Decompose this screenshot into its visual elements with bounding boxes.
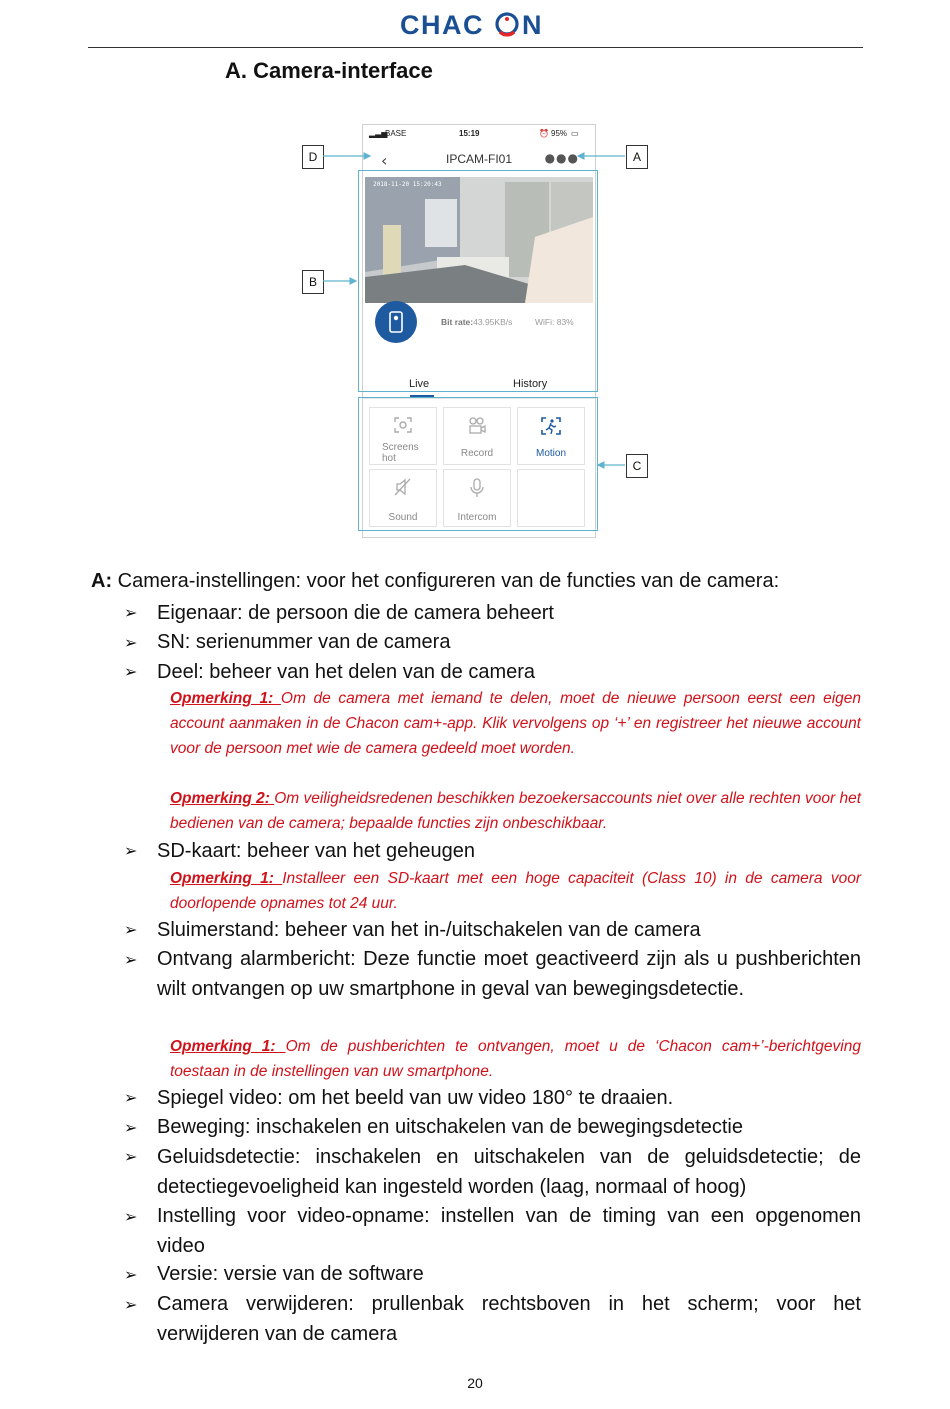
carrier-label: BASE [385, 129, 407, 138]
note-share-1 [170, 686, 861, 761]
callout-b: B [302, 270, 324, 294]
video-timestamp: 2018-11-20 15:20:43 [373, 181, 442, 188]
intercom-label: Intercom [457, 512, 497, 523]
note-share-2 [170, 786, 861, 836]
motion-label: Motion [535, 448, 566, 459]
item-version: Versie: versie van de software [157, 1263, 424, 1285]
svg-text:CHAC: CHAC [400, 10, 484, 40]
back-icon[interactable]: ‹ [381, 151, 388, 170]
note-label: Opmerking 1: [170, 690, 281, 707]
page-number: 20 [467, 1375, 483, 1391]
note-text: Om veiligheidsredenen beschikken bezoekersaccounts niet over alle rechten voor het bedienen van de camera; bepaalde functies zijn onbeschikbaar. [170, 790, 861, 832]
item-alarm-message: Ontvang alarmbericht: Deze functie moet geactiveerd zijn als u pushberichten wilt ontvangen op uw smartphone in geval van bewegingsdetectie. [157, 948, 861, 1000]
callout-a: A [626, 145, 648, 169]
camera-interface-figure [292, 122, 658, 538]
more-icon[interactable]: ●●● [544, 151, 579, 165]
note-text: Om de camera met iemand te delen, moet de nieuwe persoon eerst een eigen account aanmaken in de Chacon cam+-app. Klik vervolgens op ‘+’ en registreer het nieuwe account voor de persoon met wie de camera gedeeld moet worden. [170, 690, 861, 757]
intro-line [91, 570, 779, 593]
note-label: Opmerking 1: [170, 1038, 286, 1055]
item-motion: Beweging: inschakelen en uitschakelen van de bewegingsdetectie [157, 1116, 743, 1138]
record-label: Record [460, 448, 494, 459]
callout-arrows [292, 122, 658, 538]
callout-c: C [626, 454, 648, 478]
item-sd-card: SD-kaart: beheer van het geheugen [157, 840, 475, 862]
item-video-recording: Instelling voor video-opname: instellen van de timing van een opgenomen video [157, 1205, 861, 1257]
note-text: Installeer een SD-kaart met een hoge capaciteit (Class 10) in de camera voor doorlopende opnames tot 24 uur. [170, 870, 861, 912]
item-delete-camera: Camera verwijderen: prullenbak rechtsboven in het scherm; voor het verwijderen van de camera [157, 1293, 861, 1345]
note-alarm [170, 1034, 861, 1084]
note-sd [170, 866, 861, 916]
item-owner: Eigenaar: de persoon die de camera beheert [157, 602, 554, 624]
note-text: Om de pushberichten te ontvangen, moet u de ‘Chacon cam+’-berichtgeving toestaan in de instellingen van uw smartphone. [170, 1038, 861, 1080]
section-title: A. Camera-interface [225, 58, 433, 83]
battery-level: 95% [551, 129, 568, 138]
note-label: Opmerking 1: [170, 870, 283, 887]
tab-history[interactable]: History [513, 378, 548, 390]
callout-d: D [302, 145, 324, 169]
item-sound-detection: Geluidsdetectie: inschakelen en uitschakelen van de geluidsdetectie; de detectiegevoeligheid kan ingesteld worden (laag, normaal of hoog) [157, 1146, 861, 1198]
intro-label: A: [91, 570, 113, 592]
tab-live[interactable]: Live [409, 378, 430, 390]
status-time: 15:19 [459, 129, 480, 138]
bitrate-value: 43.95KB/s [473, 317, 513, 327]
signal-icon: ▂▃▅ [369, 129, 388, 138]
item-mirror-video: Spiegel video: om het beeld van uw video 180° te draaien. [157, 1087, 674, 1109]
svg-text:N: N [522, 10, 543, 40]
alarm-icon: ⏰ [539, 129, 549, 138]
intro-text: Camera-instellingen: voor het configureren van de functies van de camera: [112, 570, 780, 592]
item-serial: SN: serienummer van de camera [157, 631, 451, 653]
screenshot-label: Screens hot [382, 442, 419, 464]
item-sleep-mode: Sluimerstand: beheer van het in-/uitschakelen van de camera [157, 919, 701, 941]
battery-icon: ▭ [571, 129, 579, 138]
sound-label: Sound [388, 512, 418, 523]
note-label: Opmerking 2: [170, 790, 275, 807]
item-share: Deel: beheer van het delen van de camera [157, 661, 536, 683]
header-rule [88, 47, 863, 48]
wifi-strength: WiFi: 83% [535, 317, 574, 327]
bitrate: Bit rate:43.95KB/s [441, 317, 513, 327]
chacon-logo [400, 6, 550, 42]
camera-name: IPCAM-FI01 [445, 152, 512, 166]
